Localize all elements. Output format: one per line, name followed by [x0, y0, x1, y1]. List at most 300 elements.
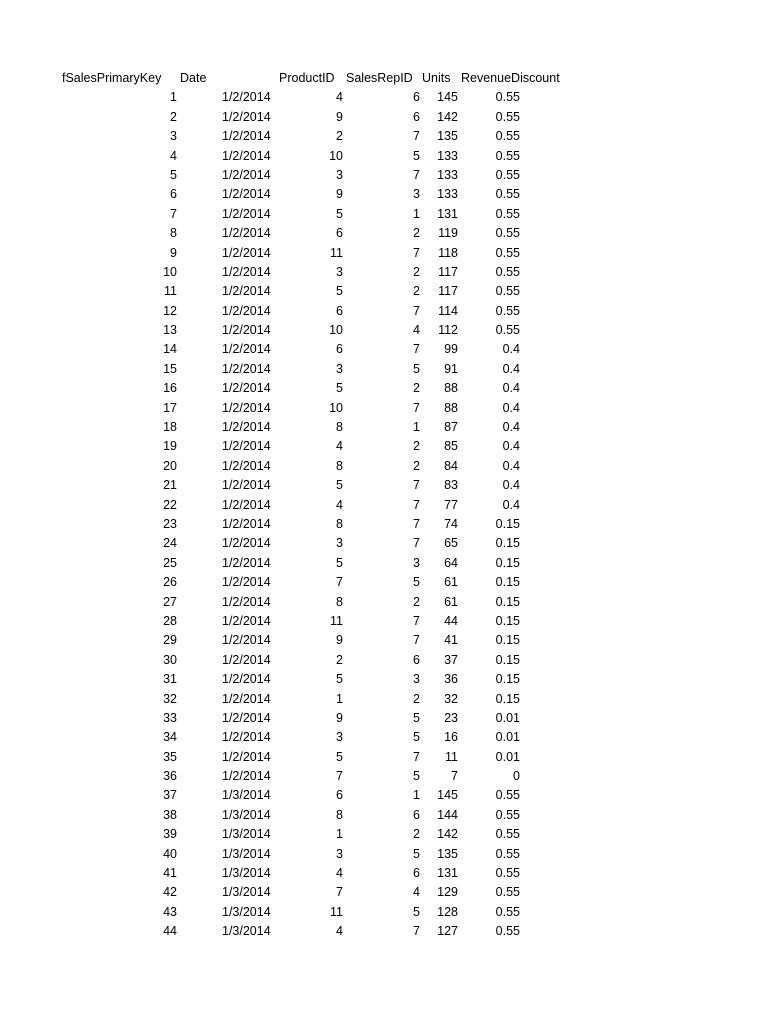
primary-key-cell[interactable]: 42 [163, 885, 177, 900]
revenue-discount-cell[interactable]: 0.15 [495, 652, 520, 667]
primary-key-cell[interactable]: 37 [163, 788, 177, 803]
product-id-cell[interactable]: 2 [336, 652, 343, 667]
primary-key-cell[interactable]: 12 [163, 303, 177, 318]
units-cell[interactable]: 74 [444, 516, 458, 531]
units-cell[interactable]: 128 [437, 904, 458, 919]
primary-key-cell[interactable]: 7 [170, 206, 177, 221]
table-row [0, 302, 768, 321]
sales-rep-id-cell[interactable]: 2 [413, 226, 420, 241]
revenue-discount-cell[interactable]: 0.01 [495, 749, 520, 764]
product-id-cell[interactable]: 5 [336, 555, 343, 570]
product-id-cell[interactable]: 11 [330, 904, 343, 919]
primary-key-cell[interactable]: 4 [170, 148, 177, 163]
sales-rep-id-cell[interactable]: 1 [413, 788, 420, 803]
date-cell[interactable]: 1/2/2014 [222, 691, 271, 706]
revenue-discount-cell[interactable]: 0.55 [495, 807, 520, 822]
product-id-cell[interactable]: 3 [336, 536, 343, 551]
sales-rep-id-cell[interactable]: 7 [413, 400, 420, 415]
table-row [0, 418, 768, 437]
date-cell[interactable]: 1/2/2014 [222, 458, 271, 473]
revenue-discount-cell[interactable]: 0.55 [495, 866, 520, 881]
sales-rep-id-cell[interactable]: 7 [413, 613, 420, 628]
header-date[interactable]: Date [180, 71, 207, 85]
date-cell[interactable]: 1/2/2014 [222, 497, 271, 512]
units-cell[interactable]: 99 [444, 342, 458, 357]
revenue-discount-cell[interactable]: 0.55 [495, 226, 520, 241]
revenue-discount-cell[interactable]: 0.55 [495, 846, 520, 861]
primary-key-cell[interactable]: 3 [170, 129, 177, 144]
units-cell[interactable]: 87 [444, 420, 458, 435]
date-cell[interactable]: 1/2/2014 [222, 439, 271, 454]
units-cell[interactable]: 133 [437, 187, 458, 202]
units-cell[interactable]: 142 [437, 109, 458, 124]
table-row [0, 806, 768, 825]
units-cell[interactable]: 88 [444, 400, 458, 415]
date-cell[interactable]: 1/2/2014 [222, 730, 271, 745]
product-id-cell[interactable]: 5 [336, 284, 343, 299]
sales-rep-id-cell[interactable]: 2 [413, 381, 420, 396]
date-cell[interactable]: 1/2/2014 [222, 109, 271, 124]
revenue-discount-cell[interactable]: 0.55 [495, 148, 520, 163]
revenue-discount-cell[interactable]: 0.55 [495, 924, 520, 939]
sales-rep-id-cell[interactable]: 5 [413, 846, 420, 861]
sales-rep-id-cell[interactable]: 2 [413, 827, 420, 842]
sales-rep-id-cell[interactable]: 1 [413, 206, 420, 221]
date-cell[interactable]: 1/2/2014 [222, 90, 271, 105]
primary-key-cell[interactable]: 30 [163, 652, 177, 667]
date-cell[interactable]: 1/2/2014 [222, 245, 271, 260]
units-cell[interactable]: 23 [444, 710, 458, 725]
product-id-cell[interactable]: 9 [336, 633, 343, 648]
product-id-cell[interactable]: 5 [336, 672, 343, 687]
sales-rep-id-cell[interactable]: 2 [413, 264, 420, 279]
header-productid[interactable]: ProductID [279, 71, 335, 85]
table-row [0, 437, 768, 456]
sales-rep-id-cell[interactable]: 7 [413, 129, 420, 144]
sales-rep-id-cell[interactable]: 3 [413, 187, 420, 202]
table-row [0, 825, 768, 844]
product-id-cell[interactable]: 8 [336, 420, 343, 435]
revenue-discount-cell[interactable]: 0.55 [495, 129, 520, 144]
units-cell[interactable]: 7 [451, 769, 458, 784]
header-revenuediscount[interactable]: RevenueDiscount [461, 71, 560, 85]
date-cell[interactable]: 1/3/2014 [222, 807, 271, 822]
table-row [0, 554, 768, 573]
date-cell[interactable]: 1/2/2014 [222, 516, 271, 531]
product-id-cell[interactable]: 9 [336, 109, 343, 124]
sales-rep-id-cell[interactable]: 2 [413, 439, 420, 454]
units-cell[interactable]: 85 [444, 439, 458, 454]
sales-rep-id-cell[interactable]: 4 [413, 885, 420, 900]
table-row [0, 767, 768, 786]
date-cell[interactable]: 1/2/2014 [222, 536, 271, 551]
table-row [0, 690, 768, 709]
units-cell[interactable]: 145 [437, 788, 458, 803]
units-cell[interactable]: 16 [444, 730, 458, 745]
sales-rep-id-cell[interactable]: 3 [413, 672, 420, 687]
product-id-cell[interactable]: 4 [336, 439, 343, 454]
units-cell[interactable]: 44 [444, 613, 458, 628]
table-row [0, 496, 768, 515]
primary-key-cell[interactable]: 25 [163, 555, 177, 570]
primary-key-cell[interactable]: 38 [163, 807, 177, 822]
table-row [0, 457, 768, 476]
primary-key-cell[interactable]: 33 [163, 710, 177, 725]
sales-rep-id-cell[interactable]: 7 [413, 167, 420, 182]
date-cell[interactable]: 1/2/2014 [222, 594, 271, 609]
product-id-cell[interactable]: 3 [336, 846, 343, 861]
date-cell[interactable]: 1/2/2014 [222, 575, 271, 590]
units-cell[interactable]: 118 [438, 245, 458, 260]
date-cell[interactable]: 1/2/2014 [222, 749, 271, 764]
revenue-discount-cell[interactable]: 0.15 [495, 672, 520, 687]
units-cell[interactable]: 83 [444, 478, 458, 493]
units-cell[interactable]: 117 [438, 264, 458, 279]
units-cell[interactable]: 131 [437, 866, 458, 881]
units-cell[interactable]: 145 [437, 90, 458, 105]
units-cell[interactable]: 32 [444, 691, 458, 706]
primary-key-cell[interactable]: 13 [163, 323, 177, 338]
sales-rep-id-cell[interactable]: 2 [413, 458, 420, 473]
header-fsalesprimarykey[interactable]: fSalesPrimaryKey [62, 71, 162, 85]
revenue-discount-cell[interactable]: 0.4 [502, 381, 520, 396]
date-cell[interactable]: 1/2/2014 [222, 264, 271, 279]
table-row [0, 379, 768, 398]
product-id-cell[interactable]: 3 [336, 361, 343, 376]
revenue-discount-cell[interactable]: 0.55 [495, 323, 520, 338]
units-cell[interactable]: 11 [445, 749, 458, 764]
units-cell[interactable]: 119 [438, 226, 458, 241]
units-cell[interactable]: 61 [444, 575, 458, 590]
units-cell[interactable]: 91 [444, 361, 458, 376]
sales-rep-id-cell[interactable]: 6 [413, 109, 420, 124]
primary-key-cell[interactable]: 15 [163, 361, 177, 376]
product-id-cell[interactable]: 10 [329, 148, 343, 163]
primary-key-cell[interactable]: 20 [163, 458, 177, 473]
units-cell[interactable]: 117 [438, 284, 458, 299]
product-id-cell[interactable]: 6 [336, 226, 343, 241]
date-cell[interactable]: 1/3/2014 [222, 885, 271, 900]
primary-key-cell[interactable]: 43 [163, 904, 177, 919]
sales-rep-id-cell[interactable]: 2 [413, 284, 420, 299]
revenue-discount-cell[interactable]: 0.15 [495, 594, 520, 609]
header-salesrepid[interactable]: SalesRepID [346, 71, 413, 85]
revenue-discount-cell[interactable]: 0.4 [502, 420, 520, 435]
product-id-cell[interactable]: 4 [336, 924, 343, 939]
date-cell[interactable]: 1/2/2014 [222, 148, 271, 163]
header-units[interactable]: Units [422, 71, 451, 85]
table-row [0, 883, 768, 902]
date-cell[interactable]: 1/2/2014 [222, 710, 271, 725]
table-row [0, 593, 768, 612]
sales-rep-id-cell[interactable]: 6 [413, 652, 420, 667]
revenue-discount-cell[interactable]: 0.01 [495, 730, 520, 745]
sales-rep-id-cell[interactable]: 7 [413, 497, 420, 512]
revenue-discount-cell[interactable]: 0.4 [502, 439, 520, 454]
revenue-discount-cell[interactable]: 0.15 [495, 575, 520, 590]
revenue-discount-cell[interactable]: 0.4 [502, 458, 520, 473]
date-cell[interactable]: 1/2/2014 [222, 478, 271, 493]
date-cell[interactable]: 1/2/2014 [222, 672, 271, 687]
revenue-discount-cell[interactable]: 0.55 [495, 885, 520, 900]
primary-key-cell[interactable]: 41 [163, 866, 177, 881]
table-row [0, 786, 768, 805]
revenue-discount-cell[interactable]: 0.4 [502, 400, 520, 415]
date-cell[interactable]: 1/2/2014 [222, 206, 271, 221]
primary-key-cell[interactable]: 34 [163, 730, 177, 745]
product-id-cell[interactable]: 11 [330, 613, 343, 628]
revenue-discount-cell[interactable]: 0.55 [495, 167, 520, 182]
table-row [0, 864, 768, 883]
table-row [0, 515, 768, 534]
revenue-discount-cell[interactable]: 0.15 [495, 536, 520, 551]
table-row [0, 476, 768, 495]
primary-key-cell[interactable]: 40 [163, 846, 177, 861]
revenue-discount-cell[interactable]: 0.55 [495, 827, 520, 842]
date-cell[interactable]: 1/3/2014 [222, 846, 271, 861]
primary-key-cell[interactable]: 16 [163, 381, 177, 396]
revenue-discount-cell[interactable]: 0.55 [495, 904, 520, 919]
date-cell[interactable]: 1/2/2014 [222, 400, 271, 415]
product-id-cell[interactable]: 6 [336, 303, 343, 318]
table-row [0, 903, 768, 922]
product-id-cell[interactable]: 4 [336, 866, 343, 881]
date-cell[interactable]: 1/2/2014 [222, 226, 271, 241]
product-id-cell[interactable]: 8 [336, 807, 343, 822]
date-cell[interactable]: 1/2/2014 [222, 613, 271, 628]
units-cell[interactable]: 84 [444, 458, 458, 473]
product-id-cell[interactable]: 1 [336, 827, 343, 842]
product-id-cell[interactable]: 9 [336, 710, 343, 725]
date-cell[interactable]: 1/2/2014 [222, 381, 271, 396]
revenue-discount-cell[interactable]: 0.55 [495, 206, 520, 221]
product-id-cell[interactable]: 5 [336, 206, 343, 221]
product-id-cell[interactable]: 7 [336, 575, 343, 590]
table-row [0, 728, 768, 747]
primary-key-cell[interactable]: 6 [170, 187, 177, 202]
revenue-discount-cell[interactable]: 0.55 [495, 90, 520, 105]
units-cell[interactable]: 112 [438, 323, 458, 338]
revenue-discount-cell[interactable]: 0.55 [495, 109, 520, 124]
product-id-cell[interactable]: 6 [336, 342, 343, 357]
date-cell[interactable]: 1/3/2014 [222, 788, 271, 803]
sales-rep-id-cell[interactable]: 3 [413, 555, 420, 570]
primary-key-cell[interactable]: 17 [163, 400, 177, 415]
table-row [0, 282, 768, 301]
revenue-discount-cell[interactable]: 0.01 [495, 710, 520, 725]
primary-key-cell[interactable]: 9 [170, 245, 177, 260]
revenue-discount-cell[interactable]: 0 [513, 769, 520, 784]
units-cell[interactable]: 64 [444, 555, 458, 570]
primary-key-cell[interactable]: 18 [163, 420, 177, 435]
revenue-discount-cell[interactable]: 0.15 [495, 633, 520, 648]
units-cell[interactable]: 36 [444, 672, 458, 687]
primary-key-cell[interactable]: 14 [163, 342, 177, 357]
sales-rep-id-cell[interactable]: 5 [413, 361, 420, 376]
units-cell[interactable]: 65 [444, 536, 458, 551]
primary-key-cell[interactable]: 31 [163, 672, 177, 687]
sales-rep-id-cell[interactable]: 7 [413, 516, 420, 531]
primary-key-cell[interactable]: 23 [163, 516, 177, 531]
primary-key-cell[interactable]: 19 [163, 439, 177, 454]
date-cell[interactable]: 1/2/2014 [222, 361, 271, 376]
sales-rep-id-cell[interactable]: 7 [413, 633, 420, 648]
revenue-discount-cell[interactable]: 0.15 [495, 613, 520, 628]
primary-key-cell[interactable]: 36 [163, 769, 177, 784]
primary-key-cell[interactable]: 21 [163, 478, 177, 493]
sales-rep-id-cell[interactable]: 6 [413, 807, 420, 822]
product-id-cell[interactable]: 2 [336, 129, 343, 144]
units-cell[interactable]: 135 [437, 129, 458, 144]
product-id-cell[interactable]: 10 [329, 400, 343, 415]
product-id-cell[interactable]: 11 [330, 245, 343, 260]
revenue-discount-cell[interactable]: 0.15 [495, 691, 520, 706]
product-id-cell[interactable]: 5 [336, 381, 343, 396]
primary-key-cell[interactable]: 32 [163, 691, 177, 706]
revenue-discount-cell[interactable]: 0.15 [495, 555, 520, 570]
revenue-discount-cell[interactable]: 0.4 [502, 478, 520, 493]
sales-rep-id-cell[interactable]: 1 [413, 420, 420, 435]
product-id-cell[interactable]: 7 [336, 769, 343, 784]
sales-rep-id-cell[interactable]: 7 [413, 303, 420, 318]
units-cell[interactable]: 127 [437, 924, 458, 939]
date-cell[interactable]: 1/2/2014 [222, 187, 271, 202]
primary-key-cell[interactable]: 24 [163, 536, 177, 551]
primary-key-cell[interactable]: 35 [163, 749, 177, 764]
sales-rep-id-cell[interactable]: 5 [413, 769, 420, 784]
date-cell[interactable]: 1/2/2014 [222, 769, 271, 784]
sales-rep-id-cell[interactable]: 6 [413, 90, 420, 105]
date-cell[interactable]: 1/2/2014 [222, 303, 271, 318]
table-row [0, 748, 768, 767]
units-cell[interactable]: 37 [444, 652, 458, 667]
revenue-discount-cell[interactable]: 0.55 [495, 245, 520, 260]
sales-rep-id-cell[interactable]: 7 [413, 536, 420, 551]
revenue-discount-cell[interactable]: 0.4 [502, 361, 520, 376]
sales-rep-id-cell[interactable]: 4 [413, 323, 420, 338]
units-cell[interactable]: 142 [437, 827, 458, 842]
units-cell[interactable]: 135 [437, 846, 458, 861]
product-id-cell[interactable]: 9 [336, 187, 343, 202]
sales-rep-id-cell[interactable]: 2 [413, 691, 420, 706]
revenue-discount-cell[interactable]: 0.55 [495, 788, 520, 803]
product-id-cell[interactable]: 7 [336, 885, 343, 900]
sales-rep-id-cell[interactable]: 2 [413, 594, 420, 609]
product-id-cell[interactable]: 6 [336, 788, 343, 803]
primary-key-cell[interactable]: 1 [170, 90, 177, 105]
table-row [0, 670, 768, 689]
primary-key-cell[interactable]: 10 [163, 264, 177, 279]
units-cell[interactable]: 133 [437, 148, 458, 163]
revenue-discount-cell[interactable]: 0.55 [495, 264, 520, 279]
primary-key-cell[interactable]: 22 [163, 497, 177, 512]
revenue-discount-cell[interactable]: 0.4 [502, 497, 520, 512]
primary-key-cell[interactable]: 44 [163, 924, 177, 939]
sales-rep-id-cell[interactable]: 7 [413, 245, 420, 260]
sales-rep-id-cell[interactable]: 5 [413, 710, 420, 725]
product-id-cell[interactable]: 8 [336, 516, 343, 531]
revenue-discount-cell[interactable]: 0.55 [495, 303, 520, 318]
units-cell[interactable]: 144 [437, 807, 458, 822]
units-cell[interactable]: 88 [444, 381, 458, 396]
primary-key-cell[interactable]: 8 [170, 226, 177, 241]
product-id-cell[interactable]: 8 [336, 594, 343, 609]
product-id-cell[interactable]: 3 [336, 264, 343, 279]
table-row [0, 185, 768, 204]
date-cell[interactable]: 1/2/2014 [222, 555, 271, 570]
sales-rep-id-cell[interactable]: 7 [413, 342, 420, 357]
date-cell[interactable]: 1/2/2014 [222, 633, 271, 648]
units-cell[interactable]: 41 [444, 633, 458, 648]
date-cell[interactable]: 1/3/2014 [222, 866, 271, 881]
sales-rep-id-cell[interactable]: 7 [413, 478, 420, 493]
date-cell[interactable]: 1/2/2014 [222, 167, 271, 182]
table-row [0, 573, 768, 592]
date-cell[interactable]: 1/2/2014 [222, 129, 271, 144]
primary-key-cell[interactable]: 2 [170, 109, 177, 124]
sales-rep-id-cell[interactable]: 7 [413, 749, 420, 764]
product-id-cell[interactable]: 4 [336, 90, 343, 105]
product-id-cell[interactable]: 4 [336, 497, 343, 512]
table-row [0, 147, 768, 166]
sales-rep-id-cell[interactable]: 6 [413, 866, 420, 881]
date-cell[interactable]: 1/2/2014 [222, 420, 271, 435]
date-cell[interactable]: 1/3/2014 [222, 924, 271, 939]
date-cell[interactable]: 1/2/2014 [222, 284, 271, 299]
primary-key-cell[interactable]: 11 [164, 284, 177, 299]
table-row [0, 631, 768, 650]
sales-rep-id-cell[interactable]: 7 [413, 924, 420, 939]
primary-key-cell[interactable]: 29 [163, 633, 177, 648]
sales-rep-id-cell[interactable]: 5 [413, 730, 420, 745]
product-id-cell[interactable]: 10 [329, 323, 343, 338]
units-cell[interactable]: 114 [438, 303, 458, 318]
product-id-cell[interactable]: 8 [336, 458, 343, 473]
product-id-cell[interactable]: 3 [336, 167, 343, 182]
primary-key-cell[interactable]: 27 [163, 594, 177, 609]
revenue-discount-cell[interactable]: 0.55 [495, 284, 520, 299]
primary-key-cell[interactable]: 26 [163, 575, 177, 590]
revenue-discount-cell[interactable]: 0.55 [495, 187, 520, 202]
date-cell[interactable]: 1/3/2014 [222, 904, 271, 919]
date-cell[interactable]: 1/2/2014 [222, 323, 271, 338]
table-row [0, 340, 768, 359]
product-id-cell[interactable]: 1 [336, 691, 343, 706]
sales-rep-id-cell[interactable]: 5 [413, 904, 420, 919]
units-cell[interactable]: 77 [444, 497, 458, 512]
units-cell[interactable]: 61 [444, 594, 458, 609]
units-cell[interactable]: 131 [437, 206, 458, 221]
primary-key-cell[interactable]: 5 [170, 167, 177, 182]
revenue-discount-cell[interactable]: 0.4 [502, 342, 520, 357]
date-cell[interactable]: 1/2/2014 [222, 342, 271, 357]
revenue-discount-cell[interactable]: 0.15 [495, 516, 520, 531]
table-row [0, 127, 768, 146]
product-id-cell[interactable]: 5 [336, 478, 343, 493]
primary-key-cell[interactable]: 28 [163, 613, 177, 628]
product-id-cell[interactable]: 5 [336, 749, 343, 764]
sales-rep-id-cell[interactable]: 5 [413, 148, 420, 163]
product-id-cell[interactable]: 3 [336, 730, 343, 745]
units-cell[interactable]: 133 [437, 167, 458, 182]
primary-key-cell[interactable]: 39 [163, 827, 177, 842]
units-cell[interactable]: 129 [437, 885, 458, 900]
date-cell[interactable]: 1/2/2014 [222, 652, 271, 667]
table-row [0, 922, 768, 941]
sales-rep-id-cell[interactable]: 5 [413, 575, 420, 590]
table-row [0, 399, 768, 418]
date-cell[interactable]: 1/3/2014 [222, 827, 271, 842]
